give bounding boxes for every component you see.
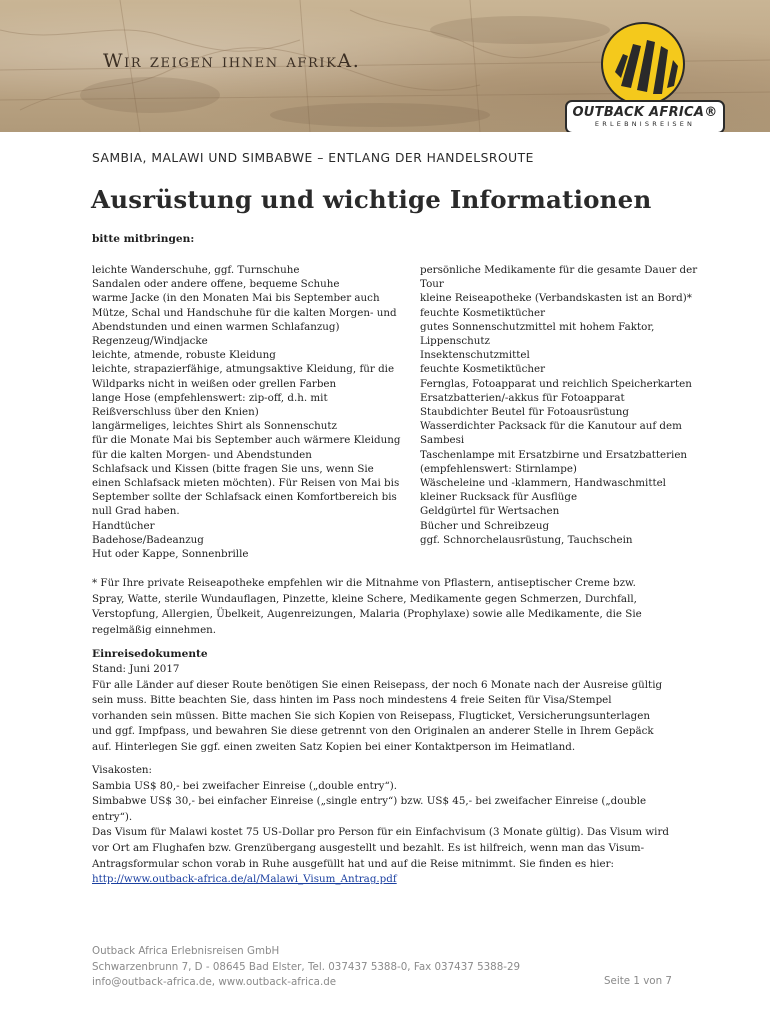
list-item: warme Jacke (in den Monaten Mai bis September auch xyxy=(92,292,380,305)
footnote-line: * Für Ihre private Reiseapotheke empfehlen wir die Mitnahme von Pflastern, antiseptischer Creme bzw. xyxy=(92,577,636,589)
bring-label: bitte mitbringen: xyxy=(92,233,195,245)
logo-subtitle: ERLEBNISREISEN xyxy=(594,120,696,128)
footer-address: Schwarzenbrunn 7, D - 08645 Bad Elster, Tel. 037437 5388-0, Fax 037437 5388-29 xyxy=(92,960,521,973)
list-item: Badehose/Badeanzug xyxy=(92,533,204,546)
list-item: Schlafsack und Kissen (bitte fragen Sie uns, wenn Sie xyxy=(92,462,374,475)
equipment-list-right xyxy=(420,263,710,547)
list-item: feuchte Kosmetiktücher xyxy=(420,306,546,319)
logo-name: OUTBACK AFRICA® xyxy=(572,105,718,120)
list-item: für die kalten Morgen- und Abendstunden xyxy=(92,448,312,461)
paragraph-line: und ggf. Impfpass, und bewahren Sie diese getrennt von den Originalen an anderer Stelle in Ihrem Gepäck xyxy=(92,725,654,738)
list-item: Bücher und Schreibzeug xyxy=(420,519,550,532)
paragraph-line: Das Visum für Malawi kostet 75 US-Dollar pro Person für ein Einfachvisum (3 Monate gültig). Das Visum wird xyxy=(92,826,669,839)
list-item: Taschenlampe mit Ersatzbirne und Ersatzbatterien xyxy=(420,448,688,461)
footnote-line: Verstopfung, Allergien, Übelkeit, Augenreizungen, Malaria (Prophylaxe) sowie alle Medikamente, die Sie xyxy=(92,608,642,621)
paragraph-line: vorhanden sein müssen. Bitte machen Sie sich Kopien von Reisepass, Flugticket, Versicherungsunterlagen xyxy=(92,709,650,722)
paragraph-line: Für alle Länder auf dieser Route benötigen Sie einen Reisepass, der noch 6 Monate nach der Ausreise gültig xyxy=(92,678,663,691)
list-item: null Grad haben. xyxy=(92,505,180,518)
list-item: für die Monate Mai bis September auch wärmere Kleidung xyxy=(92,434,401,447)
list-item: Fernglas, Fotoapparat und reichlich Speicherkarten xyxy=(420,377,692,390)
list-item: persönliche Medikamente für die gesamte Dauer der xyxy=(420,264,698,276)
list-item: Lippenschutz xyxy=(420,335,490,348)
paragraph-line: Simbabwe US$ 30,- bei einfacher Einreise („single entry“) bzw. US$ 45,- bei zweifacher Einreise („double xyxy=(92,795,647,808)
list-item: lange Hose (empfehlenswert: zip-off, d.h. mit xyxy=(92,391,328,404)
footer xyxy=(92,944,520,991)
footnote xyxy=(92,576,642,638)
list-item: Abendstunden und einen warmen Schlafanzug) xyxy=(92,320,340,333)
paragraph-line: sein muss. Bitte beachten Sie, dass hinten im Pass noch mindestens 4 freie Seiten für Visa/Stempel xyxy=(92,694,612,707)
einreise-text xyxy=(92,662,662,756)
paragraph-line: Stand: Juni 2017 xyxy=(92,663,180,675)
paragraph-line: vor Ort am Flughafen bzw. Grenzübergang ausgestellt und bezahlt. Es ist hilfreich, wenn man das Visum- xyxy=(92,841,645,854)
list-item: kleiner Rucksack für Ausflüge xyxy=(420,491,578,504)
visa-text xyxy=(92,763,669,888)
tagline: Wir zeigen ihnen afrikA. xyxy=(103,50,361,72)
footer-company: Outback Africa Erlebnisreisen GmbH xyxy=(92,945,280,957)
list-item: Geldgürtel für Wertsachen xyxy=(420,505,560,518)
paragraph-line: Sambia US$ 80,- bei zweifacher Einreise („double entry“). xyxy=(92,779,398,792)
zebra-logo-icon xyxy=(601,22,685,106)
list-item: Reißverschluss über den Knien) xyxy=(92,406,259,419)
list-item: (empfehlenswert: Stirnlampe) xyxy=(420,462,577,475)
list-item: einen Schlafsack mieten möchten). Für Reisen von Mai bis xyxy=(92,477,400,490)
list-item: leichte, atmende, robuste Kleidung xyxy=(92,349,276,362)
list-item: Sambesi xyxy=(420,434,465,447)
list-item: Ersatzbatterien/-akkus für Fotoapparat xyxy=(420,391,625,404)
equipment-list-left xyxy=(92,263,412,561)
footer-contact: info@outback-africa.de, www.outback-africa.de xyxy=(92,976,337,989)
paragraph-line: auf. Hinterlegen Sie ggf. einen zweiten Satz Kopien bei einer Kontaktperson im Heimatland. xyxy=(92,740,576,753)
page-number: Seite 1 von 7 xyxy=(604,975,672,987)
list-item: ggf. Schnorchelausrüstung, Tauchschein xyxy=(420,533,633,546)
list-item: leichte, strapazierfähige, atmungsaktive Kleidung, für die xyxy=(92,363,395,376)
list-item: Wildparks nicht in weißen oder grellen Farben xyxy=(92,377,337,390)
list-item: Wäscheleine und -klammern, Handwaschmittel xyxy=(420,477,666,490)
list-item: kleine Reiseapotheke (Verbandskasten ist an Bord)* xyxy=(420,292,692,305)
logo-plate xyxy=(565,100,725,132)
list-item: Wasserdichter Packsack für die Kanutour auf dem xyxy=(420,420,682,433)
list-item: Hut oder Kappe, Sonnenbrille xyxy=(92,548,249,561)
list-item: Regenzeug/Windjacke xyxy=(92,335,208,348)
footnote-line: regelmäßig einnehmen. xyxy=(92,623,217,636)
paragraph-line: entry“). xyxy=(92,810,133,823)
list-item: Mütze, Schal und Handschuhe für die kalten Morgen- und xyxy=(92,306,397,319)
section-title-einreise: Einreisedokumente xyxy=(92,648,208,660)
footnote-line: Spray, Watte, sterile Wundauflagen, Pinzette, kleine Schere, Medikamente gegen Schmerzen, Durchfall, xyxy=(92,592,637,605)
list-item: gutes Sonnenschutzmittel mit hohem Faktor, xyxy=(420,320,655,333)
list-item: September sollte der Schlafsack einen Komfortbereich bis xyxy=(92,491,397,504)
paragraph-line: Antragsformular schon vorab in Ruhe ausgefüllt hat und auf die Reise mitnimmt. Sie finden es hier: xyxy=(92,857,614,870)
list-item: Tour xyxy=(420,278,444,291)
outback-africa-logo[interactable] xyxy=(565,22,725,132)
list-item: langärmeliges, leichtes Shirt als Sonnenschutz xyxy=(92,420,337,433)
paragraph-line: Visakosten: xyxy=(92,764,153,776)
visa-form-link[interactable]: http://www.outback-africa.de/al/Malawi_Visum_Antrag.pdf xyxy=(92,873,397,886)
header-banner xyxy=(0,0,770,132)
list-item: Staubdichter Beutel für Fotoausrüstung xyxy=(420,406,629,419)
list-item: Sandalen oder andere offene, bequeme Schuhe xyxy=(92,278,340,291)
list-item: Insektenschutzmittel xyxy=(420,349,530,362)
list-item: feuchte Kosmetiktücher xyxy=(420,363,546,376)
page-title: Ausrüstung und wichtige Informationen xyxy=(91,185,652,214)
route-heading: SAMBIA, MALAWI UND SIMBABWE – ENTLANG DER HANDELSROUTE xyxy=(92,151,534,165)
list-item: leichte Wanderschuhe, ggf. Turnschuhe xyxy=(92,264,300,276)
list-item: Handtücher xyxy=(92,519,155,532)
